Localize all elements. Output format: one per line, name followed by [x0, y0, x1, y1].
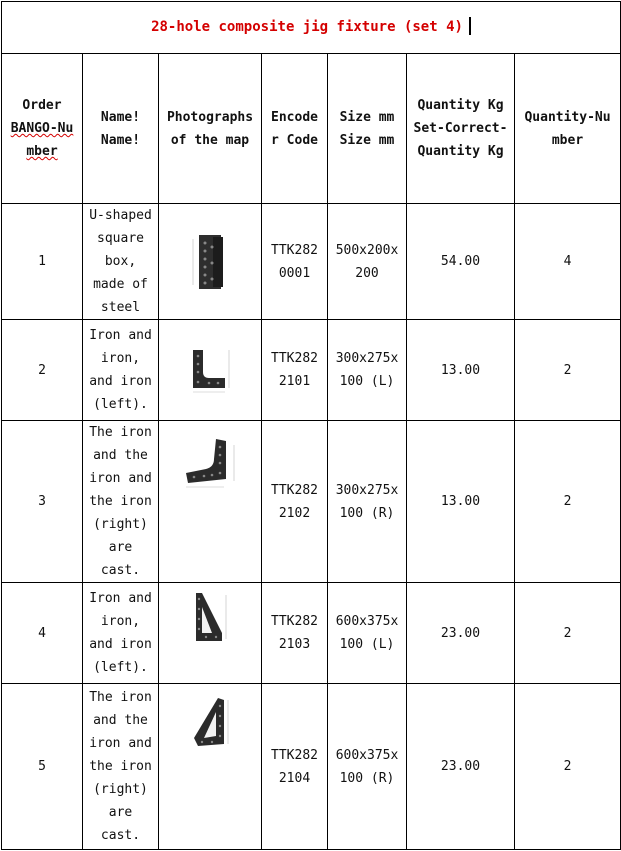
header-code: Encode r Code: [262, 54, 328, 204]
weight-cell: 54.00: [407, 204, 515, 320]
text-cursor: [469, 17, 471, 35]
size-cell: 600x375x 100 (L): [328, 583, 407, 684]
number-cell: 2: [515, 583, 621, 684]
angle-plate-right-photo: [180, 435, 240, 491]
header-size: Size mm Size mm: [328, 54, 407, 204]
order-cell: 5: [2, 684, 83, 850]
header-qty-kg: Quantity Kg Set-Correct- Quantity Kg: [407, 54, 515, 204]
table-row: [2, 583, 621, 684]
name-cell: The iron and the iron and the iron (right) are cast.: [83, 421, 159, 583]
code-cell: TTK282 2103: [262, 583, 328, 684]
name-cell: The iron and the iron and the iron (right) are cast.: [83, 684, 159, 850]
number-cell: 2: [515, 320, 621, 421]
fixture-table: [1, 1, 621, 850]
photo-cell: [159, 320, 262, 421]
angle-plate-left-photo: [185, 344, 235, 396]
name-cell: Iron and iron, and iron (left).: [83, 320, 159, 421]
photo-cell: [159, 204, 262, 320]
header-order: Order BANGO-Nu mber: [2, 54, 83, 204]
code-cell: TTK282 0001: [262, 204, 328, 320]
size-cell: 300x275x 100 (R): [328, 421, 407, 583]
header-photo: Photographs of the map: [159, 54, 262, 204]
title-cell[interactable]: [2, 2, 621, 54]
weight-cell: 13.00: [407, 320, 515, 421]
name-cell: U-shaped square box, made of steel: [83, 204, 159, 320]
photo-cell: [159, 583, 262, 684]
order-cell: 1: [2, 204, 83, 320]
name-cell: Iron and iron, and iron (left).: [83, 583, 159, 684]
size-cell: 300x275x 100 (L): [328, 320, 407, 421]
document-title: 28-hole composite jig fixture (set 4): [151, 19, 463, 35]
number-cell: 4: [515, 204, 621, 320]
header-name: Name! Name!: [83, 54, 159, 204]
order-cell: 4: [2, 583, 83, 684]
code-cell: TTK282 2104: [262, 684, 328, 850]
size-cell: 600x375x 100 (R): [328, 684, 407, 850]
order-cell: 3: [2, 421, 83, 583]
header-qty-number: Quantity-Nu mber: [515, 54, 621, 204]
number-cell: 2: [515, 421, 621, 583]
weight-cell: 23.00: [407, 684, 515, 850]
triangle-bracket-right-photo: [188, 694, 232, 752]
triangle-bracket-left-photo: [188, 589, 232, 647]
header-row: [2, 54, 621, 204]
table-row: [2, 204, 621, 320]
photo-cell: [159, 684, 262, 850]
weight-cell: 13.00: [407, 421, 515, 583]
number-cell: 2: [515, 684, 621, 850]
order-cell: 2: [2, 320, 83, 421]
table-row: [2, 320, 621, 421]
u-shaped-box-photo: [187, 231, 233, 293]
code-cell: TTK282 2102: [262, 421, 328, 583]
table-row: [2, 421, 621, 583]
code-cell: TTK282 2101: [262, 320, 328, 421]
size-cell: 500x200x 200: [328, 204, 407, 320]
weight-cell: 23.00: [407, 583, 515, 684]
table-row: [2, 684, 621, 850]
photo-cell: [159, 421, 262, 583]
